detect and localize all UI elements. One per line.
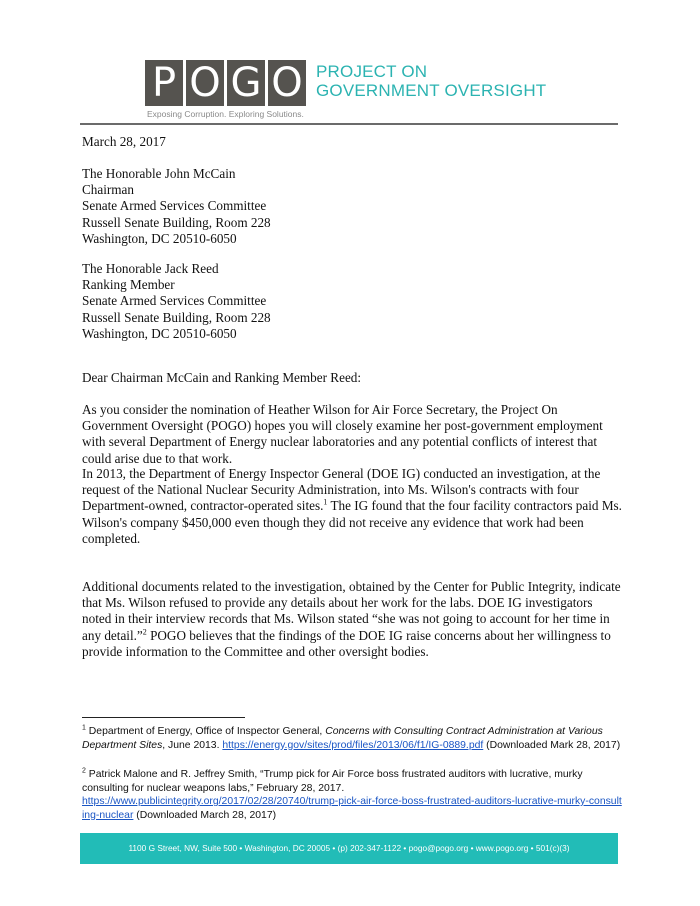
- footnote-1-text-a: Department of Energy, Office of Inspector General,: [85, 726, 326, 737]
- logo-letter-o: O: [186, 60, 224, 106]
- recipient-1-title: Chairman: [82, 182, 135, 198]
- org-name: [316, 62, 546, 100]
- recipient-2-committee: Senate Armed Services Committee: [82, 293, 267, 309]
- recipient-2-building: Russell Senate Building, Room 228: [82, 309, 271, 325]
- footnote-1-title: Concerns with Consulting Contract Administration at Various Department Sites: [82, 726, 603, 751]
- paragraph-3-text-b: POGO believes that the findings of the DOE IG raise concerns about her willingness to provide information to the Committee and other oversight bodies.: [82, 627, 611, 659]
- footnote-divider: [82, 717, 245, 718]
- body-paragraph-1: [82, 402, 622, 467]
- footnote-2: [82, 768, 622, 822]
- recipient-2-title: Ranking Member: [82, 277, 175, 293]
- footnote-2-link[interactable]: https://www.publicintegrity.org/2017/02/28/20740/trump-pick-air-force-boss-frustrated-auditors-lucrative-murky-consulting-nuclear: [82, 796, 622, 821]
- footnote-1: [82, 725, 622, 752]
- logo-tagline: Exposing Corruption. Exploring Solutions.: [147, 109, 304, 119]
- footnote-1-link[interactable]: https://energy.gov/sites/prod/files/2013/06/f1/IG-0889.pdf: [222, 739, 484, 751]
- footnote-ref-2[interactable]: 2: [142, 627, 147, 637]
- org-name-line2: GOVERNMENT OVERSIGHT: [316, 81, 547, 100]
- paragraph-2-text-b: The IG found that the four facility contractors paid Ms. Wilson's company $450,000 even though they did not receive any evidence that work had been completed.: [82, 498, 622, 546]
- footnote-2-text-c: (Downloaded March 28, 2017): [133, 809, 277, 821]
- letter-date: March 28, 2017: [82, 134, 166, 149]
- recipient-1-committee: Senate Armed Services Committee: [82, 198, 267, 214]
- footnote-2-text-a: Patrick Malone and R. Jeffrey Smith, “Trump pick for Air Force boss frustrated auditors with lucrative, murky consulting for nuclear weapons labs,” February 28, 2017.: [82, 769, 583, 794]
- recipient-1-name: The Honorable John McCain: [82, 166, 236, 181]
- recipient-address-2: [82, 261, 271, 342]
- recipient-address-1: [82, 166, 271, 247]
- recipient-1-city: Washington, DC 20510-6050: [82, 230, 237, 246]
- footnote-2-number: 2: [82, 767, 86, 775]
- pogo-logo: [145, 60, 306, 106]
- logo-letter-g: G: [227, 60, 265, 106]
- header-divider: [80, 123, 618, 125]
- recipient-2-name: The Honorable Jack Reed: [82, 261, 219, 276]
- recipient-1-building: Russell Senate Building, Room 228: [82, 214, 271, 230]
- logo-letter-o2: O: [268, 60, 306, 106]
- footnote-1-number: 1: [82, 724, 86, 732]
- logo-letter-p: P: [145, 60, 183, 106]
- paragraph-2-text-a: In 2013, the Department of Energy Inspector General (DOE IG) conducted an investigation, at the request of the National Nuclear Security Administration, into Ms. Wilson's contracts with four Department-owned, contractor-operated sites.: [82, 466, 601, 514]
- paragraph-1-text: As you consider the nomination of Heather Wilson for Air Force Secretary, the Project On Government Oversight (POGO) hopes you will closely examine her post-government employment with several Department of Energy nuclear laboratories and any potential conflicts of interest that could arise due to that work.: [82, 402, 603, 466]
- footnote-1-text-b: , June 2013.: [162, 739, 223, 751]
- recipient-2-city: Washington, DC 20510-6050: [82, 325, 237, 341]
- footnote-1-text-c: (Downloaded Mark 28, 2017): [483, 739, 621, 751]
- org-name-line1: PROJECT ON: [316, 62, 428, 81]
- body-paragraph-3: [82, 579, 622, 660]
- salutation: Dear Chairman McCain and Ranking Member Reed:: [82, 370, 362, 385]
- body-paragraph-2: [82, 466, 622, 547]
- paragraph-3-text-a: Additional documents related to the investigation, obtained by the Center for Public Integrity, indicate that Ms. Wilson refused to provide any details about her work for the labs. DOE IG investigators noted in their interview records that Ms. Wilson stated “she was not going to account for her time in any detail.”: [82, 579, 621, 643]
- footnote-ref-1[interactable]: 1: [323, 498, 328, 508]
- letterhead-footer: 1100 G Street, NW, Suite 500 • Washington, DC 20005 • (p) 202-347-1122 • pogo@pogo.org • www.pogo.org • 501(c)(3): [80, 833, 618, 864]
